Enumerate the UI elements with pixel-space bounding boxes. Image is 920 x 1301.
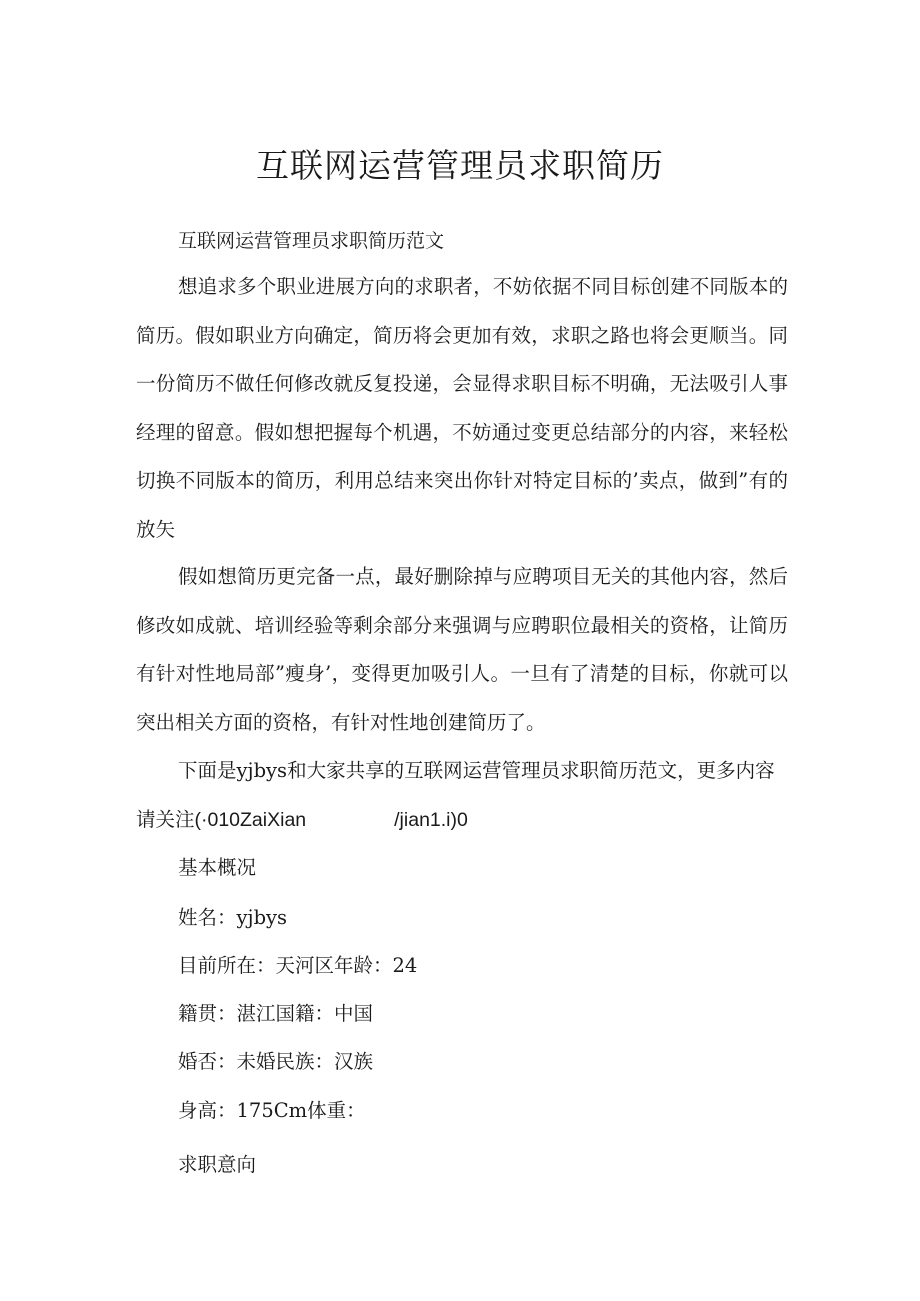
origin-line: 籍贯：湛江国籍：中国 [178, 1002, 374, 1025]
paragraph-3 [136, 747, 788, 844]
paragraph-1: 想追求多个职业进展方向的求职者，不妨依据不同目标创建不同版本的简历。假如职业方向确定，简历将会更加有效，求职之路也将会更顺当。同一份简历不做任何修改就反复投递，会显得求职目标不明确，无法吸引人事经理的留意。假如想把握每个机遇，不妨通过变更总结部分的内容，来轻松切换不同版本的简历，利用总结来突出你针对特定目标的’卖点，做到”有的放矢 [136, 275, 788, 541]
page-title: 互联网运营管理员求职简历 [256, 146, 664, 185]
follow-prefix: 请关注(·010ZaiXian [136, 808, 307, 831]
follow-suffix: /jian1.i)0 [394, 808, 468, 831]
height-line: 身高：175Cm体重： [178, 1099, 366, 1122]
location-line: 目前所在：天河区年龄：24 [178, 954, 418, 977]
follow-line [136, 796, 788, 845]
share-line: 下面是yjbys和大家共享的互联网运营管理员求职简历范文，更多内容 [178, 759, 775, 782]
basic-heading: 基本概况 [178, 856, 257, 879]
intent-heading: 求职意向 [178, 1153, 257, 1176]
name-line: 姓名：yjbys [178, 906, 288, 929]
paragraph-2: 假如想简历更完备一点，最好删除掉与应聘项目无关的其他内容，然后修改如成就、培训经验等剩余部分来强调与应聘职位最相关的资格，让简历有针对性地局部”瘦身’，变得更加吸引人。一旦有了清楚的目标，你就可以突出相关方面的资格，有针对性地创建简历了。 [136, 565, 788, 734]
marital-line: 婚否：未婚民族：汉族 [178, 1050, 374, 1073]
subtitle: 互联网运营管理员求职简历范文 [178, 230, 445, 252]
